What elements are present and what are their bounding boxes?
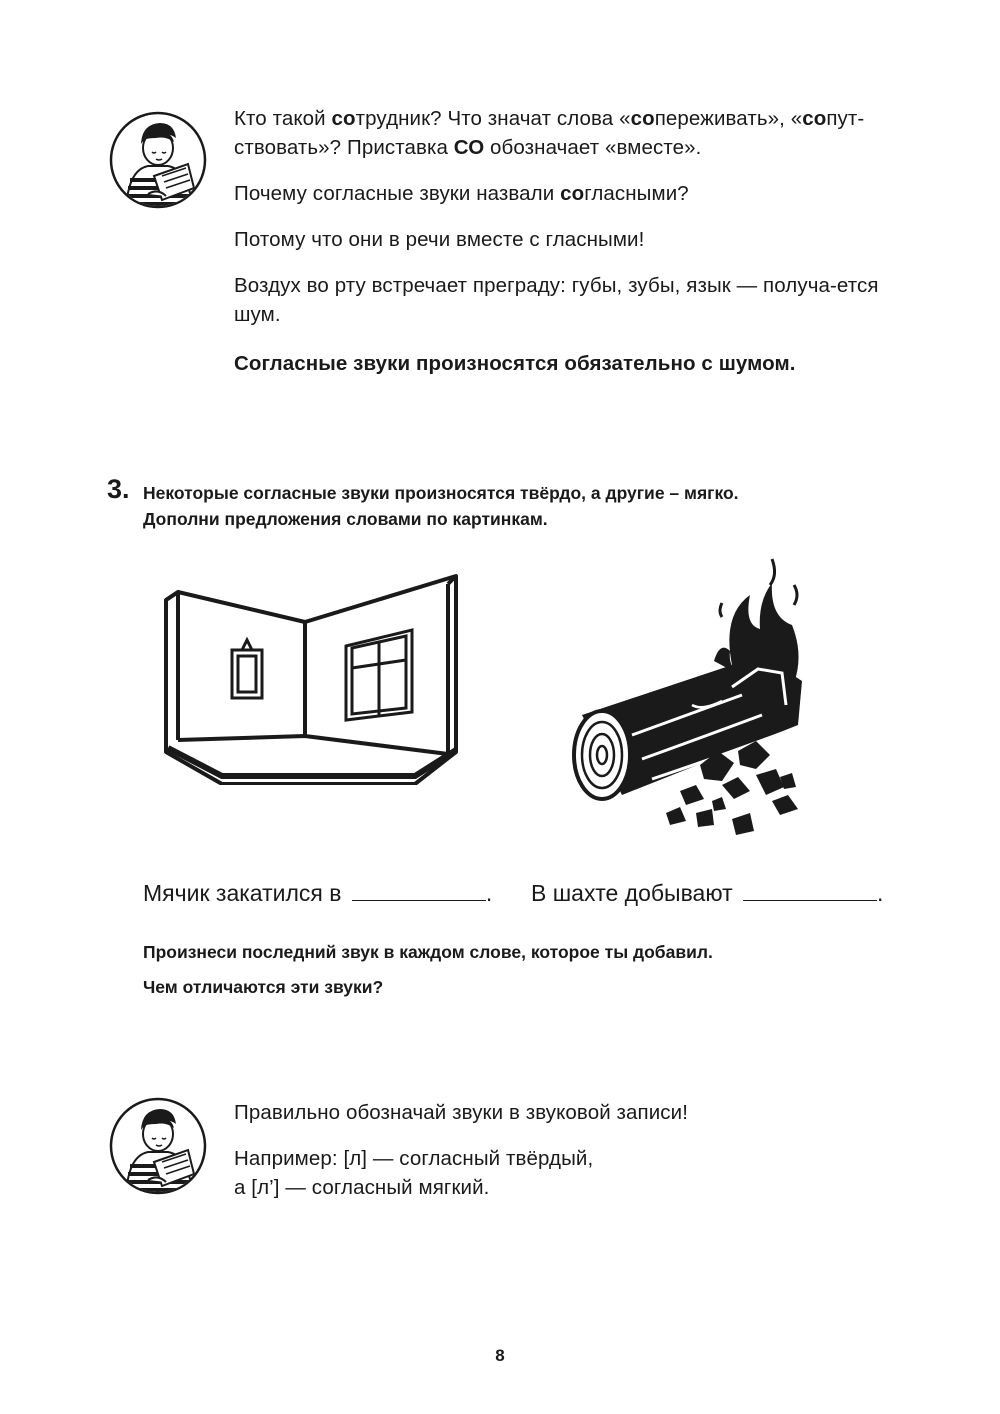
room-corner-illustration: [160, 570, 465, 785]
tip-paragraph-prefix: Кто такой сотрудник? Что значат слова «сопереживать», «сопут-ствовать»? Приставка СО обозначает «вместе».: [234, 107, 865, 159]
tip-consonants: [234, 104, 914, 395]
tip-paragraph-question: Почему согласные звуки назвали согласными?: [234, 182, 689, 205]
sentence-room-end: .: [485, 880, 493, 906]
boy-reading-icon: [108, 1096, 208, 1196]
tip-paragraph-answer: Потому что они в речи вместе с гласными!: [234, 228, 645, 251]
task-instruction-line1: Некоторые согласные звуки произносятся твёрдо, а другие – мягко.: [143, 483, 739, 503]
tip-sound-notation: [234, 1098, 914, 1202]
tip-rule: Согласные звуки произносятся обязательно с шумом.: [234, 352, 796, 375]
question-last-sound: Произнеси последний звук в каждом слове, которое ты добавил.: [143, 942, 713, 962]
tip-paragraph-noise: Воздух во рту встречает преграду: губы, зубы, язык — получа-ется шум.: [234, 274, 879, 326]
boy-reading-icon: [108, 110, 208, 210]
sentence-room-text: Мячик закатился в: [143, 880, 342, 906]
question-difference: Чем отличаются эти звуки?: [143, 977, 384, 997]
answer-blank-mine[interactable]: [743, 880, 877, 901]
tip2-example-line1: Например: [л] — согласный твёрдый,: [234, 1147, 594, 1170]
tip2-paragraph-example: [234, 1144, 914, 1202]
task-number: 3.: [107, 474, 130, 504]
page-number: 8: [495, 1346, 505, 1365]
tip2-paragraph-rule: Правильно обозначай звуки в звуковой записи!: [234, 1101, 688, 1124]
answer-blank-room[interactable]: [352, 880, 486, 901]
task-instruction-line2: Дополни предложения словами по картинкам.: [143, 509, 548, 529]
tip2-example-line2: а [л’] — согласный мягкий.: [234, 1176, 490, 1199]
task-instructions: [143, 480, 923, 532]
sentence-mine: [531, 880, 883, 907]
sentence-mine-end: .: [877, 880, 884, 906]
burning-log-illustration: [572, 555, 807, 845]
sentence-mine-text: В шахте добывают: [531, 880, 733, 906]
sentence-room: [143, 880, 492, 907]
